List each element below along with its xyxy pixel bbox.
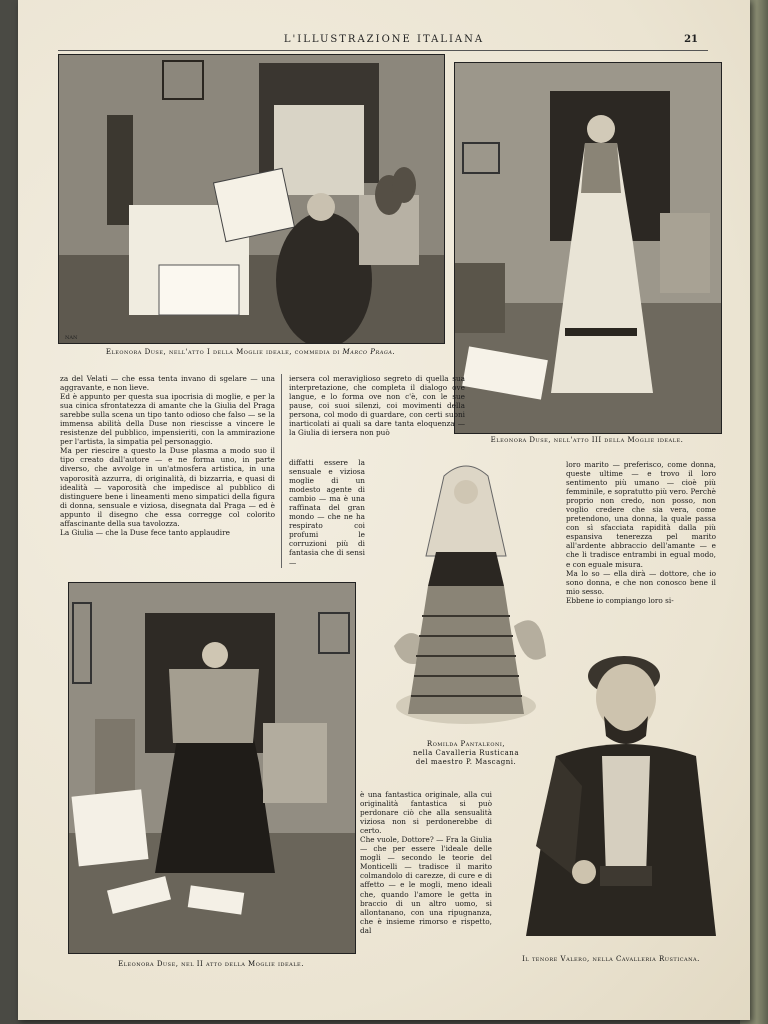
- caption-bottom-right: Il tenore Valero, nella Cavalleria Rusticana.: [522, 955, 700, 963]
- illustration-duse-act-one: [58, 54, 445, 344]
- illustration-duse-act-two: [68, 582, 356, 954]
- column-divider: [281, 374, 282, 568]
- caption-top-right: Eleonora Duse, nell'atto III della Moglie ideale.: [490, 436, 684, 444]
- masthead: L'ILLUSTRAZIONE ITALIANA: [283, 34, 485, 45]
- page-header: [18, 34, 750, 50]
- text-column-3: loro marito — preferisco, come donna, queste ultime — e trovo il loro sentimento più umano — cioè più femminile, e sopratutto più vero. Perchè proprio non credo, non posso, non voglio credere che sia vera, come pretendono, una donna, la quale passa con sì sfacciata rapidità dalla più espansiva tenerezza pel marito all'ardente abbraccio dell'amante — e che li tradisce entrambi in egual modo, e con eguale misura. Ma lo so — ella dirà — dottore, che io sono donna, e che non conosco bene il mio sesso. Ebbene io compiango loro si-: [566, 460, 716, 605]
- caption-center-name: Romilda Pantaleoni,: [426, 740, 506, 748]
- illustration-duse-act-three: [454, 62, 722, 434]
- caption-center-role: nella Cavalleria Rusticana: [413, 749, 519, 757]
- header-rule: [58, 50, 708, 51]
- text-column-4: è una fantastica originale, alla cui originalità fantastica si può perdonare ciò che alla sensualità viziosa non si perdonerebbe di certo. Che vuole, Dottore? — Fra la Giulia — che per essere l'ideale delle mogli — secondo le teorie del Monticelli — tradisce il marito colmandolo di carezze, di cure e di affetto — e le mogli, meno ideali che, quando l'amore le getta in braccio di un altro uomo, si allontanano, con una ripugnanza, che è insieme rimorso e rispetto, dal: [360, 790, 492, 935]
- caption-bottom-left: Eleonora Duse, nel II atto della Moglie ideale.: [118, 960, 304, 968]
- text-column-1: za del Velati — che essa tenta invano di sgelare — una aggravante, e non lieve. Ed è appunto per questa sua ipocrisia di moglie, e per la sua cinica sfrontatezza di amante che la Giulia del Praga sarebbe sulla scena un tipo tanto odioso che falso — se la immensa abilità della Duse non riescisse a vincere le resistenze del pubblico, impensieriti, con la ammirazione per l'artista, la simpatia pel personaggio. Ma per riescire a questo la Duse plasma a modo suo il tipo creato dall'autore — e ne forma uno, in parte diverso, che avvolge in un'atmosfera artistica, in una vaporosità azzurra, di originalità, di bizzarria, e quasi di idealità — vaporosità che impedisce al pubblico di distinguere bene i lineamenti meno simpatici della figura di donna, sensuale e viziosa, disegnata dal Praga — ed è appunto il disegno che essa corregge col colorito affascinante della sua tavolozza. La Giulia — che la Duse fece tanto applaudire: [60, 374, 275, 537]
- illustration-tenor-valero: [496, 636, 726, 946]
- caption-center-composer: del maestro P. Mascagni.: [415, 758, 517, 766]
- engraver-signature: NAN: [65, 335, 78, 341]
- caption-top-left-author: Marco Praga.: [342, 348, 396, 356]
- text-column-2-narrow: diffatti essere la sensuale e viziosa moglie di un modesto agente di cambio — ma è una raffinata del gran mondo — che ne ha respirato coi profumi le corruzioni più di fantasia che di sensi —: [289, 458, 365, 567]
- caption-top-left: [58, 348, 443, 357]
- magazine-page: [18, 0, 750, 1020]
- text-column-2: iersera col meraviglioso segreto di quella sua interpretazione, che completa il dialogo ove langue, e lo forma ove non c'è, con le sue pause, coi suoi silenzi, coi movimenti della persona, col modo di guardare, con certi suoni inarticolati ai quali sa dare tanta eloquenza — la Giulia di iersera non può: [289, 374, 465, 438]
- page-number: 21: [684, 34, 698, 45]
- caption-top-left-text: Eleonora Duse, nell'atto I della Moglie ideale, commedia di: [105, 348, 340, 356]
